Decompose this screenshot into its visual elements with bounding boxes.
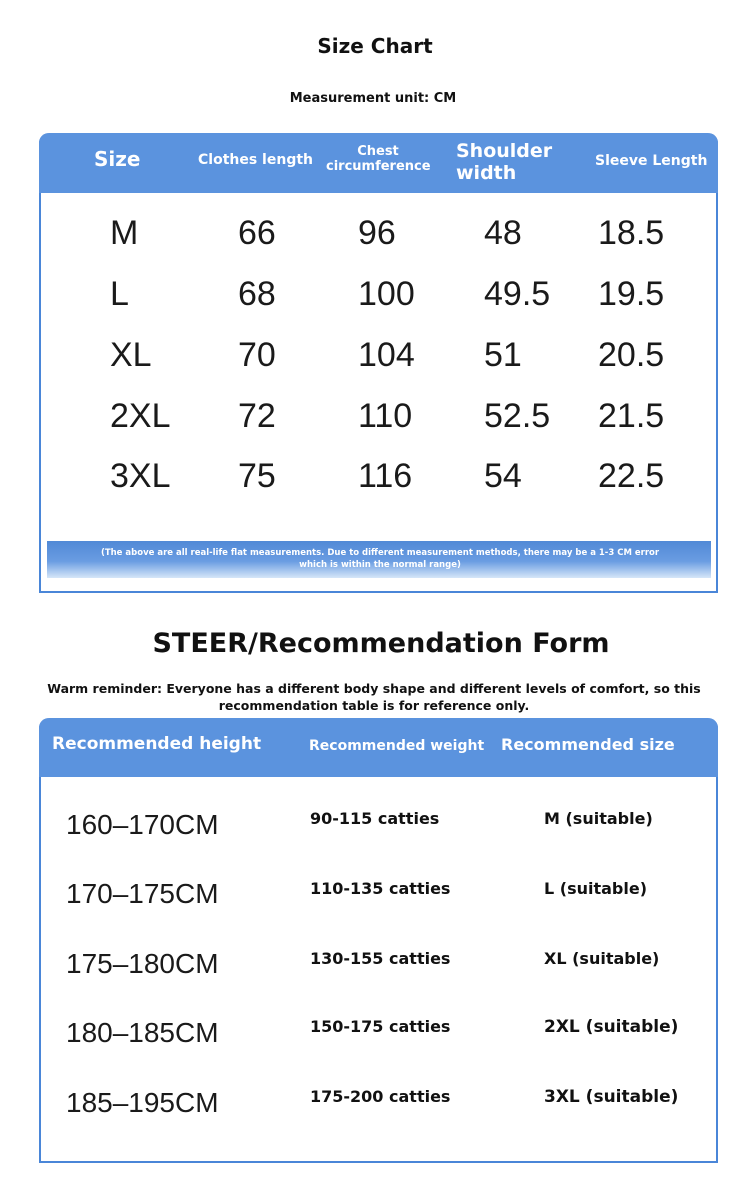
table-cell: XL xyxy=(110,336,152,374)
table-cell: 110 xyxy=(358,397,413,435)
table-cell: 100 xyxy=(358,275,415,313)
height-cell: 180–185CM xyxy=(66,1017,219,1048)
height-cell: 175–180CM xyxy=(66,948,219,979)
header-chest: Chest circumference xyxy=(326,144,431,174)
table-cell: 75 xyxy=(238,457,276,495)
table-cell: 49.5 xyxy=(484,275,551,313)
measurement-unit: Measurement unit: CM xyxy=(289,91,457,106)
size-chart-title: Size Chart xyxy=(317,34,433,58)
table-cell: 52.5 xyxy=(484,397,551,435)
header-size: Size xyxy=(94,147,141,171)
table-cell: 70 xyxy=(238,336,276,374)
size-cell: L (suitable) xyxy=(544,879,648,898)
table-cell: 21.5 xyxy=(598,397,665,435)
size-cell: 2XL (suitable) xyxy=(544,1017,679,1037)
table-cell: 22.5 xyxy=(598,457,665,495)
table-cell: 72 xyxy=(238,397,276,435)
header-clothes-length: Clothes length xyxy=(198,152,313,168)
height-cell: 170–175CM xyxy=(66,878,219,909)
size-cell: 3XL (suitable) xyxy=(544,1087,679,1107)
height-cell: 185–195CM xyxy=(66,1087,219,1118)
table-cell: 18.5 xyxy=(598,214,665,252)
table-cell: 96 xyxy=(358,214,396,252)
table-cell: 51 xyxy=(484,336,522,374)
table-cell: M xyxy=(110,214,139,252)
header-sleeve: Sleeve Length xyxy=(595,153,708,169)
weight-cell: 90-115 catties xyxy=(310,809,440,828)
weight-cell: 130-155 catties xyxy=(310,949,451,968)
table-cell: 20.5 xyxy=(598,336,665,374)
table-cell: 3XL xyxy=(110,457,171,495)
table-cell: 19.5 xyxy=(598,275,665,313)
weight-cell: 110-135 catties xyxy=(310,879,451,898)
size-cell: XL (suitable) xyxy=(544,949,660,968)
header-recommended-size: Recommended size xyxy=(501,735,675,754)
table-cell: 54 xyxy=(484,457,522,495)
measurement-note: (The above are all real-life flat measurements. Due to different measurement methods, there may be a 1-3 CM error which is within the normal range) xyxy=(100,548,660,571)
recommendation-title: STEER/Recommendation Form xyxy=(152,628,610,659)
table-cell: 48 xyxy=(484,214,522,252)
weight-cell: 150-175 catties xyxy=(310,1017,451,1036)
table-cell: L xyxy=(110,275,129,313)
table-cell: 104 xyxy=(358,336,415,374)
warm-reminder: Warm reminder: Everyone has a different body shape and different levels of comfort, so this recommendation table is for reference only. xyxy=(47,681,701,713)
table-cell: 2XL xyxy=(110,397,171,435)
table-cell: 68 xyxy=(238,275,276,313)
table-cell: 116 xyxy=(358,457,413,495)
table-cell: 66 xyxy=(238,214,276,252)
header-recommended-weight: Recommended weight xyxy=(309,738,485,754)
height-cell: 160–170CM xyxy=(66,809,219,840)
weight-cell: 175-200 catties xyxy=(310,1087,451,1106)
header-shoulder: Shoulder width xyxy=(456,140,553,184)
size-cell: M (suitable) xyxy=(544,809,653,828)
header-recommended-height: Recommended height xyxy=(52,734,262,754)
